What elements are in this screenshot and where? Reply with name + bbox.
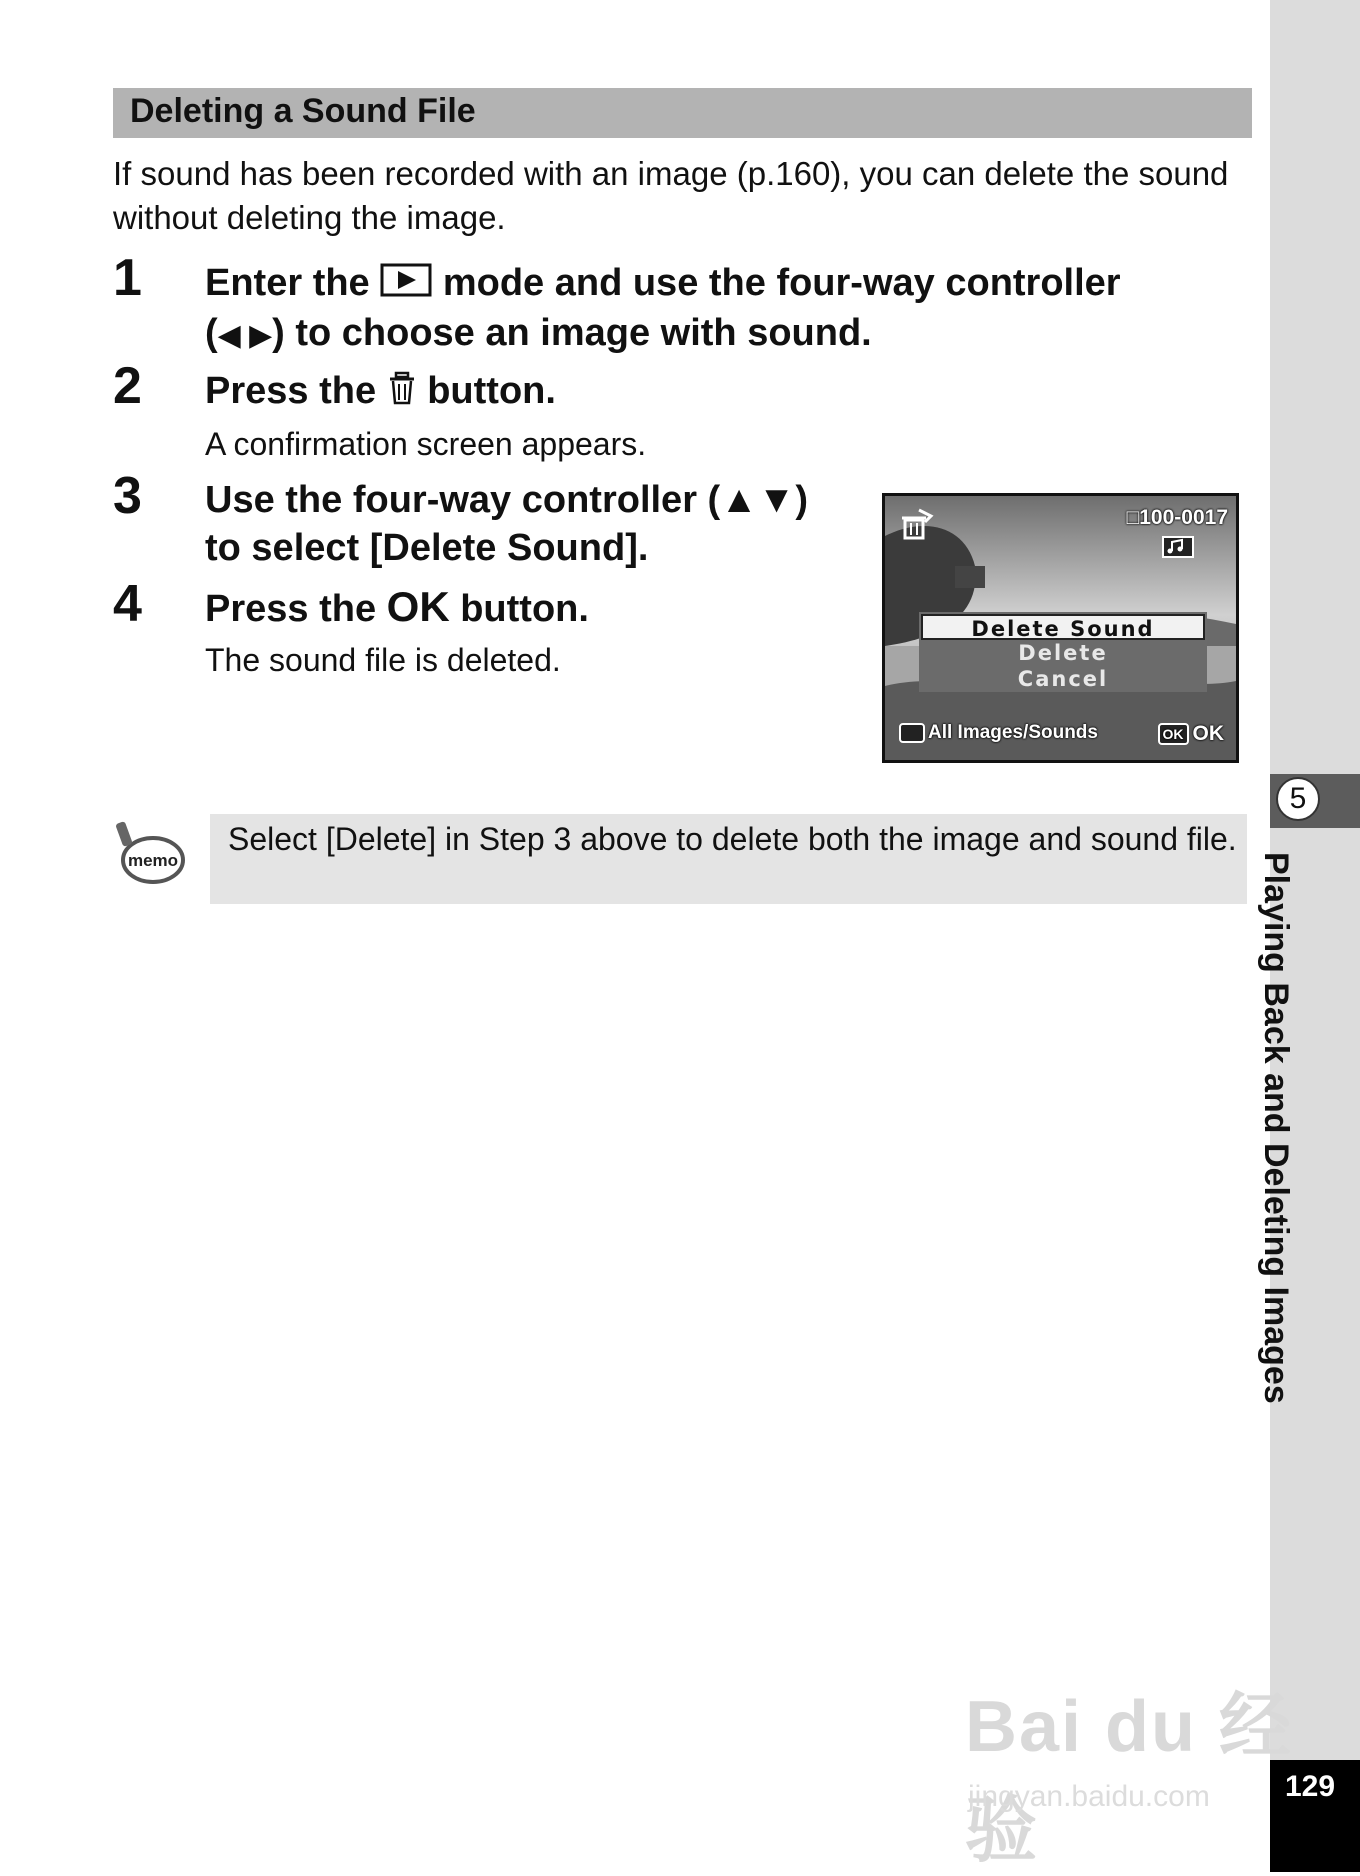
- ok-badge-icon: OK: [1158, 723, 1189, 745]
- menu-item-delete[interactable]: Delete: [1018, 641, 1108, 665]
- step-1-text-c: (: [205, 311, 218, 354]
- step-number-1: 1: [113, 249, 142, 307]
- svg-text:memo: memo: [127, 851, 179, 870]
- intro-paragraph: If sound has been recorded with an image (p.160), you can delete the sound without deleting the image.: [113, 155, 1229, 236]
- step-1-text-b: mode and use the four-way controller: [442, 262, 1121, 304]
- step-2-text-b: button.: [427, 370, 556, 412]
- camera-file-number: [1127, 506, 1228, 530]
- playback-icon: [380, 261, 432, 309]
- step-1-text-a: Enter the: [205, 262, 370, 304]
- chapter-title: Playing Back and Deleting Images: [1257, 852, 1295, 1404]
- step-3-title: [205, 476, 808, 572]
- step-2-desc: A confirmation screen appears.: [205, 426, 647, 462]
- step-number-4: 4: [113, 575, 142, 633]
- ok-button-label: OK: [386, 583, 450, 630]
- sound-icon: [1162, 536, 1194, 563]
- camera-lcd-screen: [882, 493, 1239, 763]
- ok-label: OK: [1192, 722, 1224, 745]
- menu-item-delete-sound[interactable]: Delete Sound: [921, 614, 1205, 640]
- step-1-title: [205, 259, 1121, 360]
- card-icon: □: [1126, 506, 1140, 529]
- step-3-line-1: Use the four-way controller (▲▼): [205, 479, 809, 521]
- chapter-number: 5: [1276, 777, 1320, 821]
- camera-bottom-left: [899, 722, 1098, 744]
- delete-mode-icon: [899, 506, 935, 547]
- step-4-text-a: Press the: [205, 588, 377, 630]
- page-number: 129: [1284, 1770, 1336, 1803]
- all-images-sounds-label: All Images/Sounds: [928, 722, 1098, 743]
- baidu-watermark-url: jingyan.baidu.com: [968, 1780, 1210, 1813]
- step-4-text-b: button.: [460, 588, 589, 630]
- step-number-2: 2: [113, 357, 142, 415]
- file-number-text: 100-0017: [1139, 506, 1228, 529]
- left-right-arrows-icon: ◀ ▶: [217, 318, 273, 352]
- step-2-title: [205, 367, 556, 417]
- step-1-text-d: ) to choose an image with sound.: [272, 311, 872, 354]
- step-3-line-2: to select [Delete Sound].: [205, 527, 649, 569]
- menu-item-cancel[interactable]: Cancel: [1017, 667, 1109, 691]
- step-4-desc: The sound file is deleted.: [205, 642, 561, 678]
- camera-ok-indicator: [1158, 722, 1225, 746]
- step-2-text-a: Press the: [205, 370, 377, 412]
- section-title: Deleting a Sound File: [130, 92, 476, 130]
- baidu-watermark: Bai du 经验: [965, 1687, 1294, 1871]
- memo-icon: [115, 820, 187, 891]
- trash-badge-icon: [899, 723, 925, 743]
- step-number-3: 3: [113, 467, 142, 525]
- trash-icon: [387, 369, 417, 417]
- memo-text: Select [Delete] in Step 3 above to delete both the image and sound file.: [228, 821, 1237, 857]
- step-4-title: [205, 583, 589, 633]
